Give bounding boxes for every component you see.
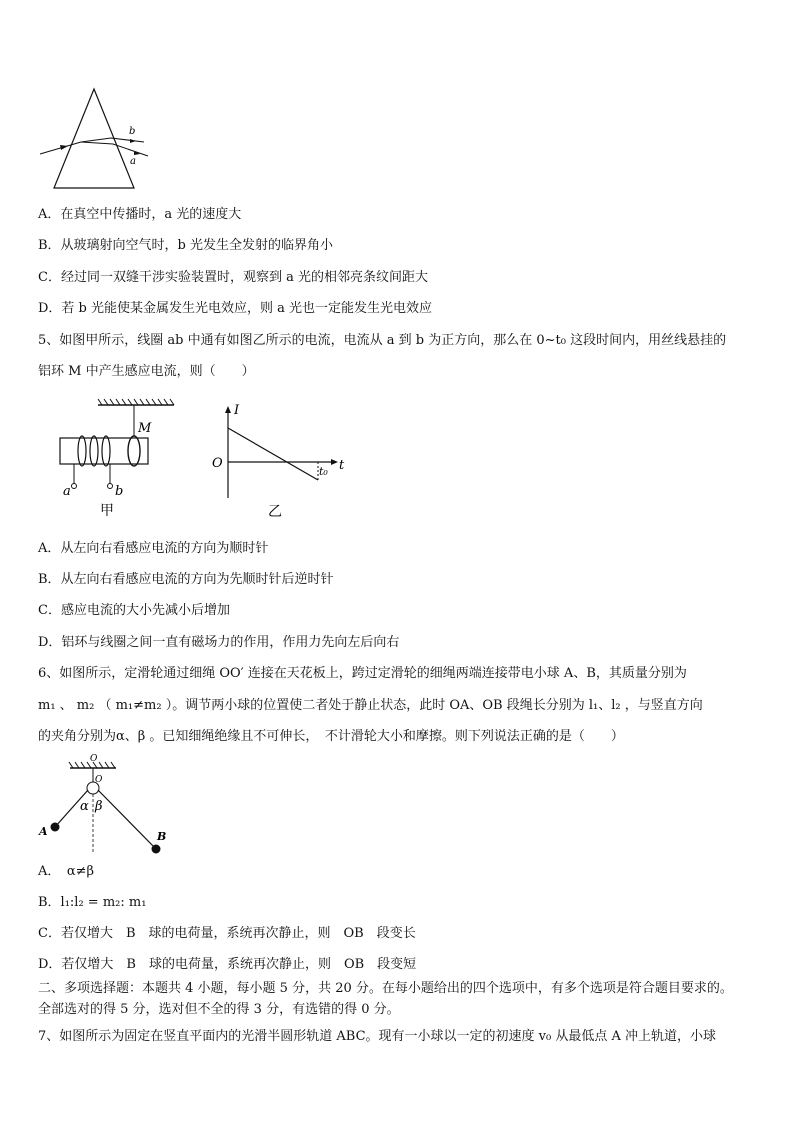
ball-a [51, 823, 60, 832]
q6-option-b: B．l₁:l₂ = m₂: m₁ [38, 895, 147, 910]
q5-option-c: C．感应电流的大小先减小后增加 [38, 603, 230, 618]
current-line [228, 428, 318, 480]
yi-label-O: O [212, 456, 223, 471]
q4-option-a: A．在真空中传播时，a 光的速度大 [38, 207, 242, 222]
q6-stem-line2: m₁ 、 m₂ （ m₁≠m₂ ）。调节两小球的位置使二者处于静止状态，此时 OA、OB 段绳长分别为 l₁、l₂ ，与竖直方向 [38, 698, 703, 713]
q6-option-c: C．若仅增大 B 球的电荷量，系统再次静止，则 OB 段变长 [38, 926, 416, 941]
prism-figure [36, 84, 176, 194]
pulley-label-A: A [39, 825, 48, 838]
q5-figure-jia [52, 398, 192, 523]
q5-option-a: A．从左向右看感应电流的方向为顺时针 [38, 541, 269, 556]
ball-b [152, 845, 161, 854]
jia-caption: 甲 [100, 503, 114, 519]
jia-label-b: b [115, 484, 124, 499]
q4-option-b: B．从玻璃射向空气时，b 光发生全发射的临界角小 [38, 238, 334, 253]
section2-line1: 二、多项选择题：本题共 4 小题，每小题 5 分，共 20 分。在每小题给出的四个选项中，有多个选项是符合题目要求的。 [38, 981, 733, 996]
pulley-label-alpha: α [80, 799, 89, 814]
q7-stem-line1: 7、如图所示为固定在竖直平面内的光滑半圆形轨道 ABC。现有一小球以一定的初速度 v₀ 从最低点 A 冲上轨道，小球 [38, 1029, 717, 1044]
q5-stem-line2: 铝环 M 中产生感应电流，则（ ） [38, 364, 255, 379]
yi-label-I: I [234, 403, 240, 418]
q6-option-d: D．若仅增大 B 球的电荷量，系统再次静止，则 OB 段变短 [38, 957, 417, 972]
q5-option-b: B．从左向右看感应电流的方向为先顺时针后逆时针 [38, 572, 334, 587]
pulley-label-beta: β [95, 799, 103, 814]
q6-option-a: A． α≠β [38, 864, 95, 879]
pulley-label-B: B [157, 830, 167, 843]
yi-label-t0: t₀ [319, 465, 328, 478]
yi-label-t: t [339, 458, 345, 473]
q5-stem-line1: 5、如图甲所示，线圈 ab 中通有如图乙所示的电流，电流从 a 到 b 为正方向，那么在 0~t₀ 这段时间内，用丝线悬挂的 [38, 333, 727, 348]
q5-option-d: D．铝环与线圈之间一直有磁场力的作用，作用力先向左后向右 [38, 635, 400, 650]
q5-figure-yi [208, 398, 358, 523]
pulley-label-O-top: O [90, 754, 98, 764]
q4-option-c: C．经过同一双缝干涉实验装置时，观察到 a 光的相邻亮条纹间距大 [38, 270, 428, 285]
jia-label-a: a [63, 484, 71, 499]
prism-label-a: a [130, 156, 136, 167]
yi-caption: 乙 [268, 504, 282, 520]
prism-label-b: b [129, 126, 136, 137]
q6-stem-line1: 6、如图所示，定滑轮通过细绳 OO′ 连接在天花板上，跨过定滑轮的细绳两端连接带电小球 A、B，其质量分别为 [38, 666, 687, 681]
pulley-label-O: O [95, 775, 103, 785]
q6-stem-line3: 的夹角分别为α、β 。已知细绳绝缘且不可伸长， 不计滑轮大小和摩擦。则下列说法正确的是（ ） [38, 729, 624, 744]
jia-label-M: M [138, 421, 152, 436]
section2-line2: 全部选对的得 5 分，选对但不全的得 3 分，有选错的得 0 分。 [38, 1002, 400, 1017]
q4-option-d: D．若 b 光能使某金属发生光电效应，则 a 光也一定能发生光电效应 [38, 301, 433, 316]
q6-pulley-figure [36, 752, 186, 862]
